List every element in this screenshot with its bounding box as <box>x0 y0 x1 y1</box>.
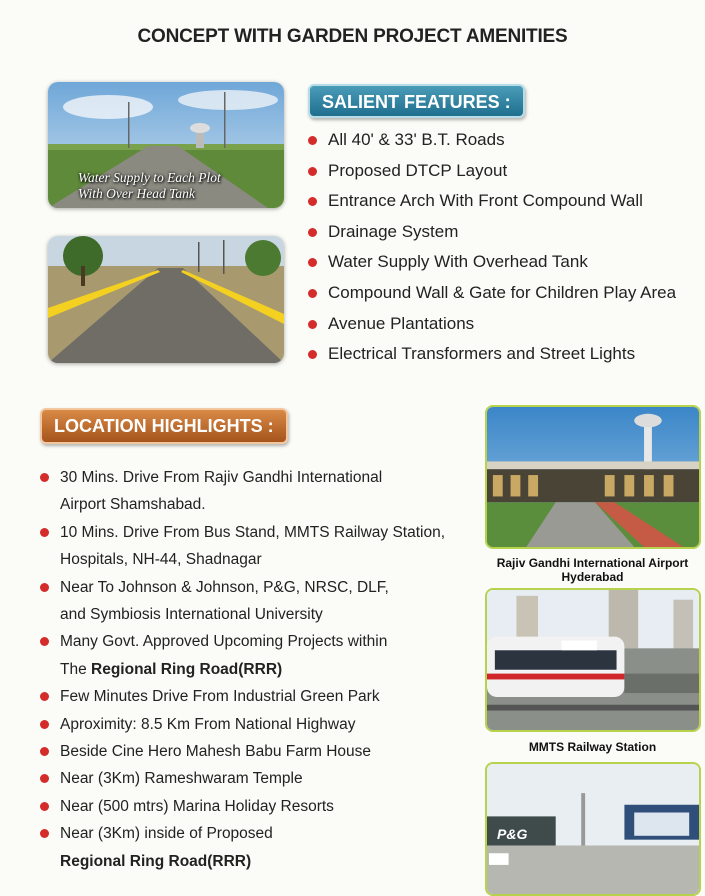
pg-sign: P&G <box>497 826 528 842</box>
page-title: CONCEPT WITH GARDEN PROJECT AMENITIES <box>137 26 568 47</box>
salient-features-badge: SALIENT FEATURES : <box>308 84 525 118</box>
list-item: Near (3Km) Rameshwaram Temple <box>40 765 480 792</box>
list-item: 30 Mins. Drive From Rajiv Gandhi International Airport Shamshabad. <box>40 464 480 519</box>
bullet-icon <box>308 258 317 267</box>
pg-photo <box>485 762 701 896</box>
water-tank-photo <box>48 82 284 208</box>
salient-features-list <box>308 128 698 373</box>
list-item: Near (3Km) inside of Proposed Regional Ring Road(RRR) <box>40 820 480 875</box>
list-item: Few Minutes Drive From Industrial Green Park <box>40 683 480 710</box>
list-item: Proposed DTCP Layout <box>308 159 698 190</box>
list-item: Entrance Arch With Front Compound Wall <box>308 189 698 220</box>
bullet-icon <box>308 289 317 298</box>
list-item: Avenue Plantations <box>308 312 698 343</box>
bullet-icon <box>40 583 49 592</box>
bullet-icon <box>40 802 49 811</box>
location-highlights-list <box>40 464 480 875</box>
bullet-icon <box>40 829 49 838</box>
list-item: Aproximity: 8.5 Km From National Highway <box>40 711 480 738</box>
bt-road-photo <box>48 236 284 363</box>
bullet-icon <box>308 136 317 145</box>
bullet-icon <box>40 720 49 729</box>
bullet-icon <box>40 692 49 701</box>
list-item: Water Supply With Overhead Tank <box>308 250 698 281</box>
mmts-caption: MMTS Railway Station <box>528 740 657 754</box>
list-item: Compound Wall & Gate for Children Play Area <box>308 281 698 312</box>
list-item: 10 Mins. Drive From Bus Stand, MMTS Railway Station, Hospitals, NH-44, Shadnagar <box>40 519 480 574</box>
bullet-icon <box>40 473 49 482</box>
airport-caption: Rajiv Gandhi International Airport Hyderabad <box>496 556 689 584</box>
bullet-icon <box>40 747 49 756</box>
bullet-icon <box>40 637 49 646</box>
mmts-photo <box>485 588 701 732</box>
bullet-icon <box>308 228 317 237</box>
bullet-icon <box>308 197 317 206</box>
airport-photo <box>485 405 701 549</box>
water-tank-caption: Water Supply to Each Plot With Over Head Tank <box>78 170 221 201</box>
list-item: Many Govt. Approved Upcoming Projects within The Regional Ring Road(RRR) <box>40 628 480 683</box>
list-item: Drainage System <box>308 220 698 251</box>
list-item: All 40' & 33' B.T. Roads <box>308 128 698 159</box>
bullet-icon <box>308 320 317 329</box>
list-item: Beside Cine Hero Mahesh Babu Farm House <box>40 738 480 765</box>
list-item: Electrical Transformers and Street Lights <box>308 342 698 373</box>
bullet-icon <box>40 528 49 537</box>
list-item: Near (500 mtrs) Marina Holiday Resorts <box>40 793 480 820</box>
bullet-icon <box>40 774 49 783</box>
bullet-icon <box>308 167 317 176</box>
bullet-icon <box>308 350 317 359</box>
list-item: Near To Johnson & Johnson, P&G, NRSC, DLF, and Symbiosis International University <box>40 574 480 629</box>
location-highlights-badge: LOCATION HIGHLIGHTS : <box>40 408 288 444</box>
